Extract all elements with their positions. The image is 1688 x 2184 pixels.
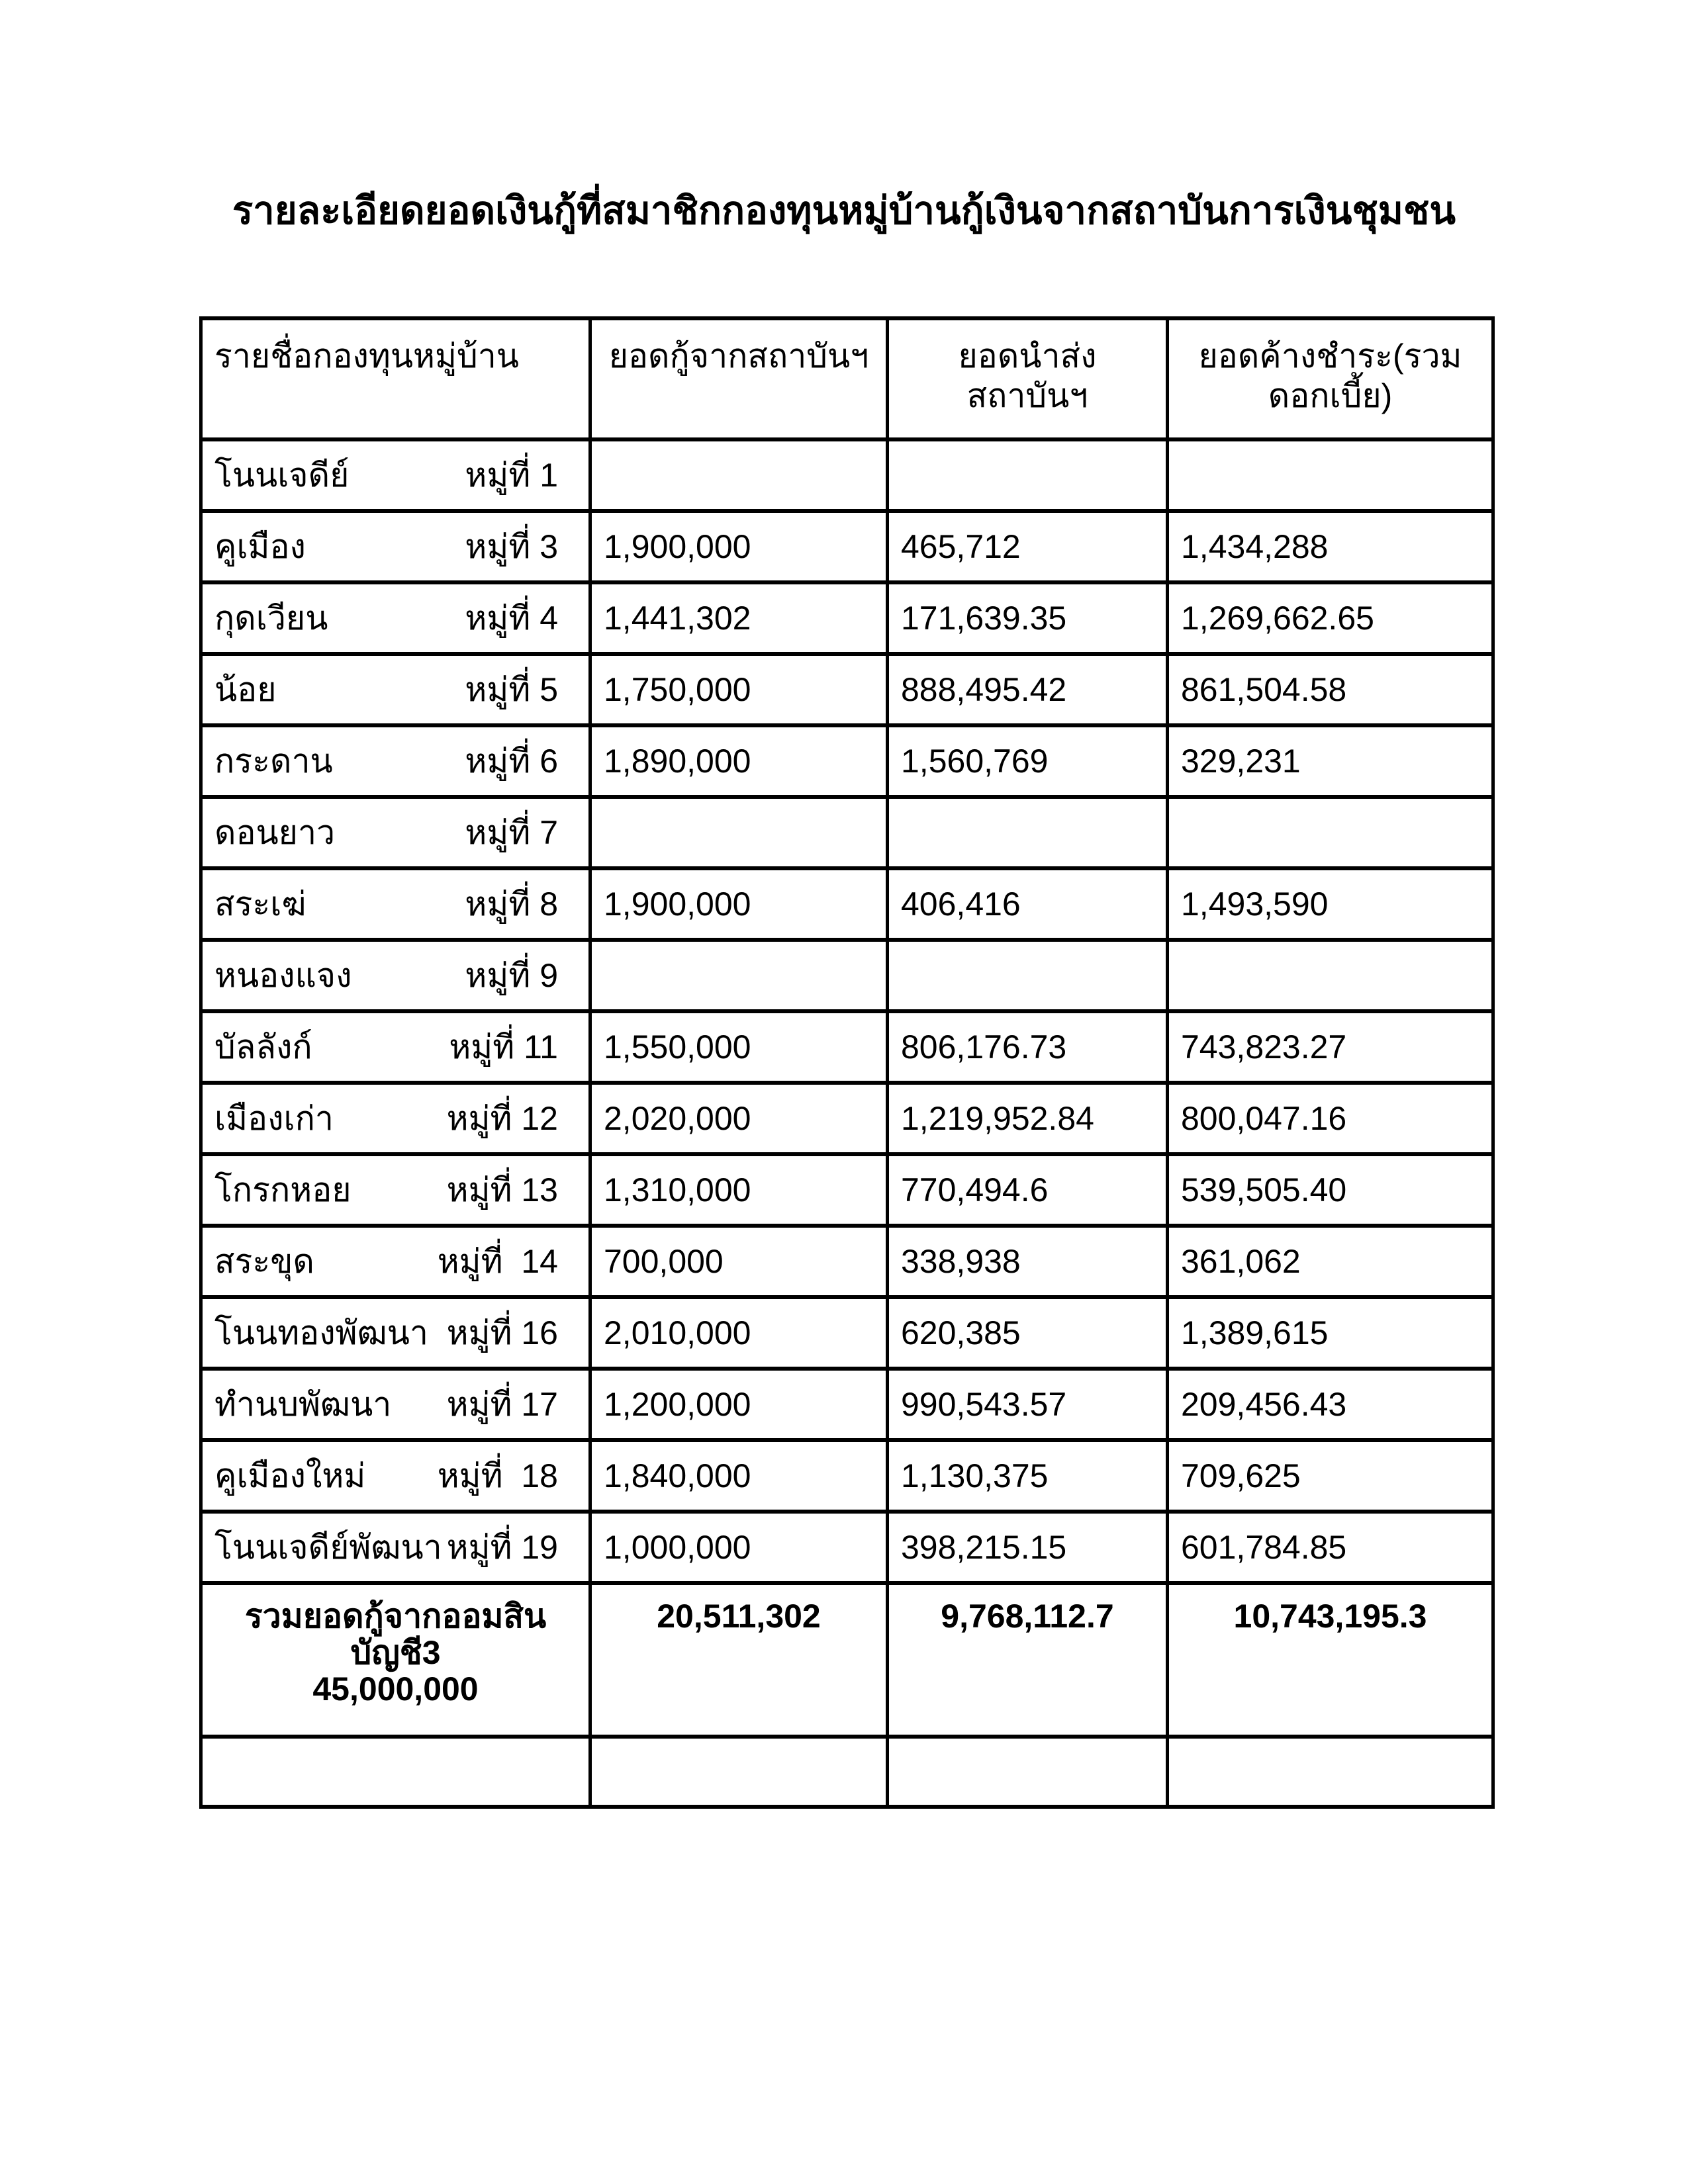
loan-amount-cell: 1,200,000 <box>590 1369 888 1440</box>
village-name: ดอนยาว <box>214 813 336 851</box>
table-row <box>201 1226 1493 1297</box>
fund-name-wrap <box>203 1021 588 1073</box>
village-name: สระขุด <box>214 1242 314 1280</box>
table-row <box>201 582 1493 654</box>
fund-name-cell <box>201 1154 590 1226</box>
village-moo-number: หมู่ที่ 13 <box>446 1171 558 1208</box>
outstanding-amount-cell: 539,505.40 <box>1168 1154 1493 1226</box>
empty-cell <box>590 1737 888 1807</box>
remitted-amount-cell: 1,130,375 <box>888 1440 1168 1512</box>
fund-name-cell <box>201 1369 590 1440</box>
fund-name-wrap <box>203 1522 588 1574</box>
fund-name-cell <box>201 725 590 797</box>
village-name: หนองแจง <box>214 956 352 994</box>
loan-amount-cell: 1,441,302 <box>590 582 888 654</box>
fund-name-wrap <box>203 1093 588 1145</box>
fund-name-cell <box>201 868 590 940</box>
village-moo-number: หมู่ที่ 18 <box>437 1457 558 1494</box>
fund-name-wrap <box>203 1164 588 1216</box>
outstanding-amount-cell: 1,493,590 <box>1168 868 1493 940</box>
fund-name-wrap <box>203 449 588 502</box>
summary-label-line-2: บัญชี3 <box>350 1634 441 1671</box>
fund-name-cell <box>201 1512 590 1583</box>
table-row <box>201 1440 1493 1512</box>
loan-amount-cell: 1,000,000 <box>590 1512 888 1583</box>
summary-outstanding-total: 10,743,195.3 <box>1168 1583 1493 1737</box>
table-row <box>201 439 1493 511</box>
outstanding-amount-cell <box>1168 940 1493 1011</box>
loan-amount-cell: 1,310,000 <box>590 1154 888 1226</box>
header-fund-name: รายชื่อกองทุนหมู่บ้าน <box>201 318 590 439</box>
village-moo-number: หมู่ที่ 16 <box>446 1314 558 1351</box>
summary-remitted-total: 9,768,112.7 <box>888 1583 1168 1737</box>
outstanding-amount-cell <box>1168 797 1493 868</box>
fund-name-cell <box>201 439 590 511</box>
loan-amount-cell: 1,890,000 <box>590 725 888 797</box>
village-moo-number: หมู่ที่ 12 <box>446 1099 558 1137</box>
village-moo-number: หมู่ที่ 1 <box>465 456 558 494</box>
fund-name-cell <box>201 654 590 725</box>
loan-amount-cell: 1,900,000 <box>590 868 888 940</box>
summary-loan-total: 20,511,302 <box>590 1583 888 1737</box>
village-moo-number: หมู่ที่ 8 <box>465 885 558 923</box>
village-moo-number: หมู่ที่ 3 <box>465 527 558 565</box>
outstanding-amount-cell: 861,504.58 <box>1168 654 1493 725</box>
fund-name-cell <box>201 1297 590 1369</box>
village-moo-number: หมู่ที่ 9 <box>465 956 558 994</box>
outstanding-amount-cell: 1,269,662.65 <box>1168 582 1493 654</box>
village-moo-number: หมู่ที่ 7 <box>465 813 558 851</box>
outstanding-amount-cell: 709,625 <box>1168 1440 1493 1512</box>
page-title: รายละเอียดยอดเงินกู้ที่สมาชิกกองทุนหมู่บ้านกู้เงินจากสถาบันการเงินชุมชน <box>232 189 1456 232</box>
table-row <box>201 1369 1493 1440</box>
village-name: น้อย <box>214 670 277 708</box>
fund-name-cell <box>201 1440 590 1512</box>
loan-amount-cell: 2,020,000 <box>590 1083 888 1154</box>
fund-name-cell <box>201 582 590 654</box>
fund-name-wrap <box>203 521 588 573</box>
fund-name-wrap <box>203 878 588 931</box>
fund-name-cell <box>201 1011 590 1083</box>
table-row <box>201 1011 1493 1083</box>
loan-amount-cell: 1,750,000 <box>590 654 888 725</box>
village-moo-number: หมู่ที่ 4 <box>465 599 558 637</box>
remitted-amount-cell: 465,712 <box>888 511 1168 582</box>
fund-name-wrap <box>203 592 588 645</box>
village-name: โกรกหอย <box>214 1171 352 1208</box>
remitted-amount-cell: 990,543.57 <box>888 1369 1168 1440</box>
summary-label-line-1: รวมยอดกู้จากออมสิน <box>244 1598 547 1635</box>
village-moo-number: หมู่ที่ 6 <box>465 742 558 780</box>
empty-row <box>201 1737 1493 1807</box>
remitted-amount-cell: 770,494.6 <box>888 1154 1168 1226</box>
table-row <box>201 654 1493 725</box>
fund-name-cell <box>201 1226 590 1297</box>
remitted-amount-cell: 620,385 <box>888 1297 1168 1369</box>
header-outstanding-balance: ยอดค้างชำระ(รวมดอกเบี้ย) <box>1168 318 1493 439</box>
table-row <box>201 1512 1493 1583</box>
table-row <box>201 1083 1493 1154</box>
remitted-amount-cell: 888,495.42 <box>888 654 1168 725</box>
table-row <box>201 868 1493 940</box>
outstanding-amount-cell: 1,434,288 <box>1168 511 1493 582</box>
summary-label-line-3: 45,000,000 <box>312 1670 479 1707</box>
village-moo-number: หมู่ที่ 5 <box>465 670 558 708</box>
fund-name-cell <box>201 797 590 868</box>
empty-cell <box>888 1737 1168 1807</box>
outstanding-amount-cell: 601,784.85 <box>1168 1512 1493 1583</box>
village-fund-loan-table <box>199 316 1495 1809</box>
fund-name-wrap <box>203 1450 588 1502</box>
outstanding-amount-cell: 361,062 <box>1168 1226 1493 1297</box>
table-row <box>201 511 1493 582</box>
fund-name-wrap <box>203 950 588 1002</box>
fund-name-wrap <box>203 1379 588 1431</box>
remitted-amount-cell: 1,560,769 <box>888 725 1168 797</box>
remitted-amount-cell <box>888 439 1168 511</box>
fund-name-wrap <box>203 735 588 788</box>
loan-amount-cell: 700,000 <box>590 1226 888 1297</box>
fund-name-cell <box>201 940 590 1011</box>
table-row <box>201 1297 1493 1369</box>
remitted-amount-cell: 1,219,952.84 <box>888 1083 1168 1154</box>
loan-amount-cell: 1,900,000 <box>590 511 888 582</box>
loan-amount-cell: 1,550,000 <box>590 1011 888 1083</box>
remitted-amount-cell: 398,215.15 <box>888 1512 1168 1583</box>
loan-amount-cell <box>590 940 888 1011</box>
table-row <box>201 940 1493 1011</box>
remitted-amount-cell <box>888 940 1168 1011</box>
outstanding-amount-cell: 800,047.16 <box>1168 1083 1493 1154</box>
village-name: คูเมืองใหม่ <box>214 1457 366 1494</box>
outstanding-amount-cell <box>1168 439 1493 511</box>
village-name: คูเมือง <box>214 527 306 565</box>
loan-amount-cell: 1,840,000 <box>590 1440 888 1512</box>
summary-label-cell <box>201 1583 590 1737</box>
header-loan-from-institution: ยอดกู้จากสถาบันฯ <box>590 318 888 439</box>
empty-cell <box>1168 1737 1493 1807</box>
village-name: กุดเวียน <box>214 599 328 637</box>
village-moo-number: หมู่ที่ 11 <box>449 1028 558 1066</box>
village-moo-number: หมู่ที่ 17 <box>446 1385 558 1423</box>
outstanding-amount-cell: 1,389,615 <box>1168 1297 1493 1369</box>
village-name: เมืองเก่า <box>214 1099 334 1137</box>
table-row <box>201 797 1493 868</box>
table-row <box>201 725 1493 797</box>
village-name: สระเฆ่ <box>214 885 306 923</box>
outstanding-amount-cell: 743,823.27 <box>1168 1011 1493 1083</box>
fund-name-cell <box>201 1083 590 1154</box>
remitted-amount-cell <box>888 797 1168 868</box>
village-name: โนนทองพัฒนา <box>214 1314 428 1351</box>
remitted-amount-cell: 171,639.35 <box>888 582 1168 654</box>
remitted-amount-cell: 806,176.73 <box>888 1011 1168 1083</box>
fund-name-wrap <box>203 664 588 716</box>
fund-name-wrap <box>203 807 588 859</box>
loan-amount-cell: 2,010,000 <box>590 1297 888 1369</box>
table-header-row <box>201 318 1493 439</box>
loan-amount-cell <box>590 797 888 868</box>
loan-amount-cell <box>590 439 888 511</box>
village-name: กระดาน <box>214 742 333 780</box>
outstanding-amount-cell: 329,231 <box>1168 725 1493 797</box>
remitted-amount-cell: 338,938 <box>888 1226 1168 1297</box>
village-name: โนนเจดีย์พัฒนา <box>214 1528 442 1566</box>
remitted-amount-cell: 406,416 <box>888 868 1168 940</box>
village-moo-number: หมู่ที่ 14 <box>437 1242 558 1280</box>
summary-row <box>201 1583 1493 1737</box>
header-remitted-to-institution: ยอดนำส่งสถาบันฯ <box>888 318 1168 439</box>
fund-name-wrap <box>203 1236 588 1288</box>
village-name: โนนเจดีย์ <box>214 456 350 494</box>
outstanding-amount-cell: 209,456.43 <box>1168 1369 1493 1440</box>
village-moo-number: หมู่ที่ 19 <box>446 1528 558 1566</box>
empty-cell <box>201 1737 590 1807</box>
fund-name-cell <box>201 511 590 582</box>
fund-name-wrap <box>203 1307 588 1359</box>
village-name: บัลลังก์ <box>214 1028 312 1066</box>
village-name: ทำนบพัฒนา <box>214 1385 392 1423</box>
table-row <box>201 1154 1493 1226</box>
